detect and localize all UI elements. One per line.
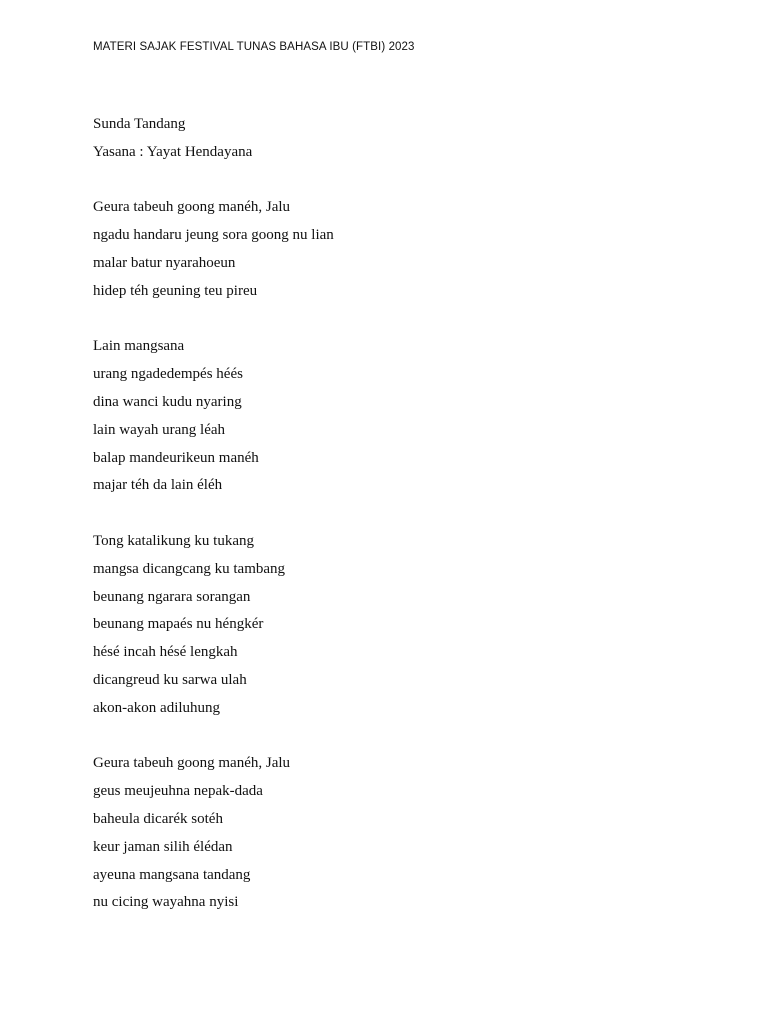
poem-line: Geura tabeuh goong manéh, Jalu [93, 755, 291, 772]
poem-line: geus meujeuhna nepak-dada [93, 783, 263, 800]
stanza-2 [93, 336, 334, 503]
poem-line: balap mandeurikeun manéh [93, 449, 259, 466]
poem-line: dicangreud ku sarwa ulah [93, 671, 247, 688]
poem-line: hidep téh geuning teu pireu [93, 282, 258, 299]
poem-line: majar téh da lain éléh [93, 477, 223, 494]
poem-line: Lain mangsana [93, 338, 185, 355]
poem-line: ngadu handaru jeung sora goong nu lian [93, 227, 334, 244]
poem-line: urang ngadedempés héés [93, 366, 243, 383]
poem-line: nu cicing wayahna nyisi [93, 894, 239, 911]
stanza-1 [93, 197, 334, 308]
poem-meta [93, 114, 334, 170]
poem-line: mangsa dicangcang ku tambang [93, 560, 286, 577]
poem-title: Sunda Tandang [93, 116, 186, 132]
poem-line: lain wayah urang léah [93, 421, 226, 438]
poem-line: hésé incah hésé lengkah [93, 644, 238, 661]
poem-line: beunang ngarara sorangan [93, 588, 251, 605]
poem-line: beunang mapaés nu héngkér [93, 616, 264, 633]
page-header: MATERI SAJAK FESTIVAL TUNAS BAHASA IBU (FTBI) 2023 [93, 41, 415, 53]
poem-line: dina wanci kudu nyaring [93, 393, 242, 410]
stanza-3 [93, 531, 334, 726]
poem-line: baheula dicarék sotéh [93, 810, 223, 827]
poem-line: keur jaman silih élédan [93, 838, 233, 855]
poem-line: akon-akon adiluhung [93, 699, 221, 716]
poem-line: Geura tabeuh goong manéh, Jalu [93, 199, 291, 216]
poem-author: Yasana : Yayat Hendayana [93, 143, 253, 160]
poem-line: malar batur nyarahoeun [93, 254, 236, 271]
poem [93, 114, 334, 948]
poem-line: Tong katalikung ku tukang [93, 532, 255, 549]
poem-line: ayeuna mangsana tandang [93, 866, 251, 883]
stanza-4 [93, 753, 334, 920]
